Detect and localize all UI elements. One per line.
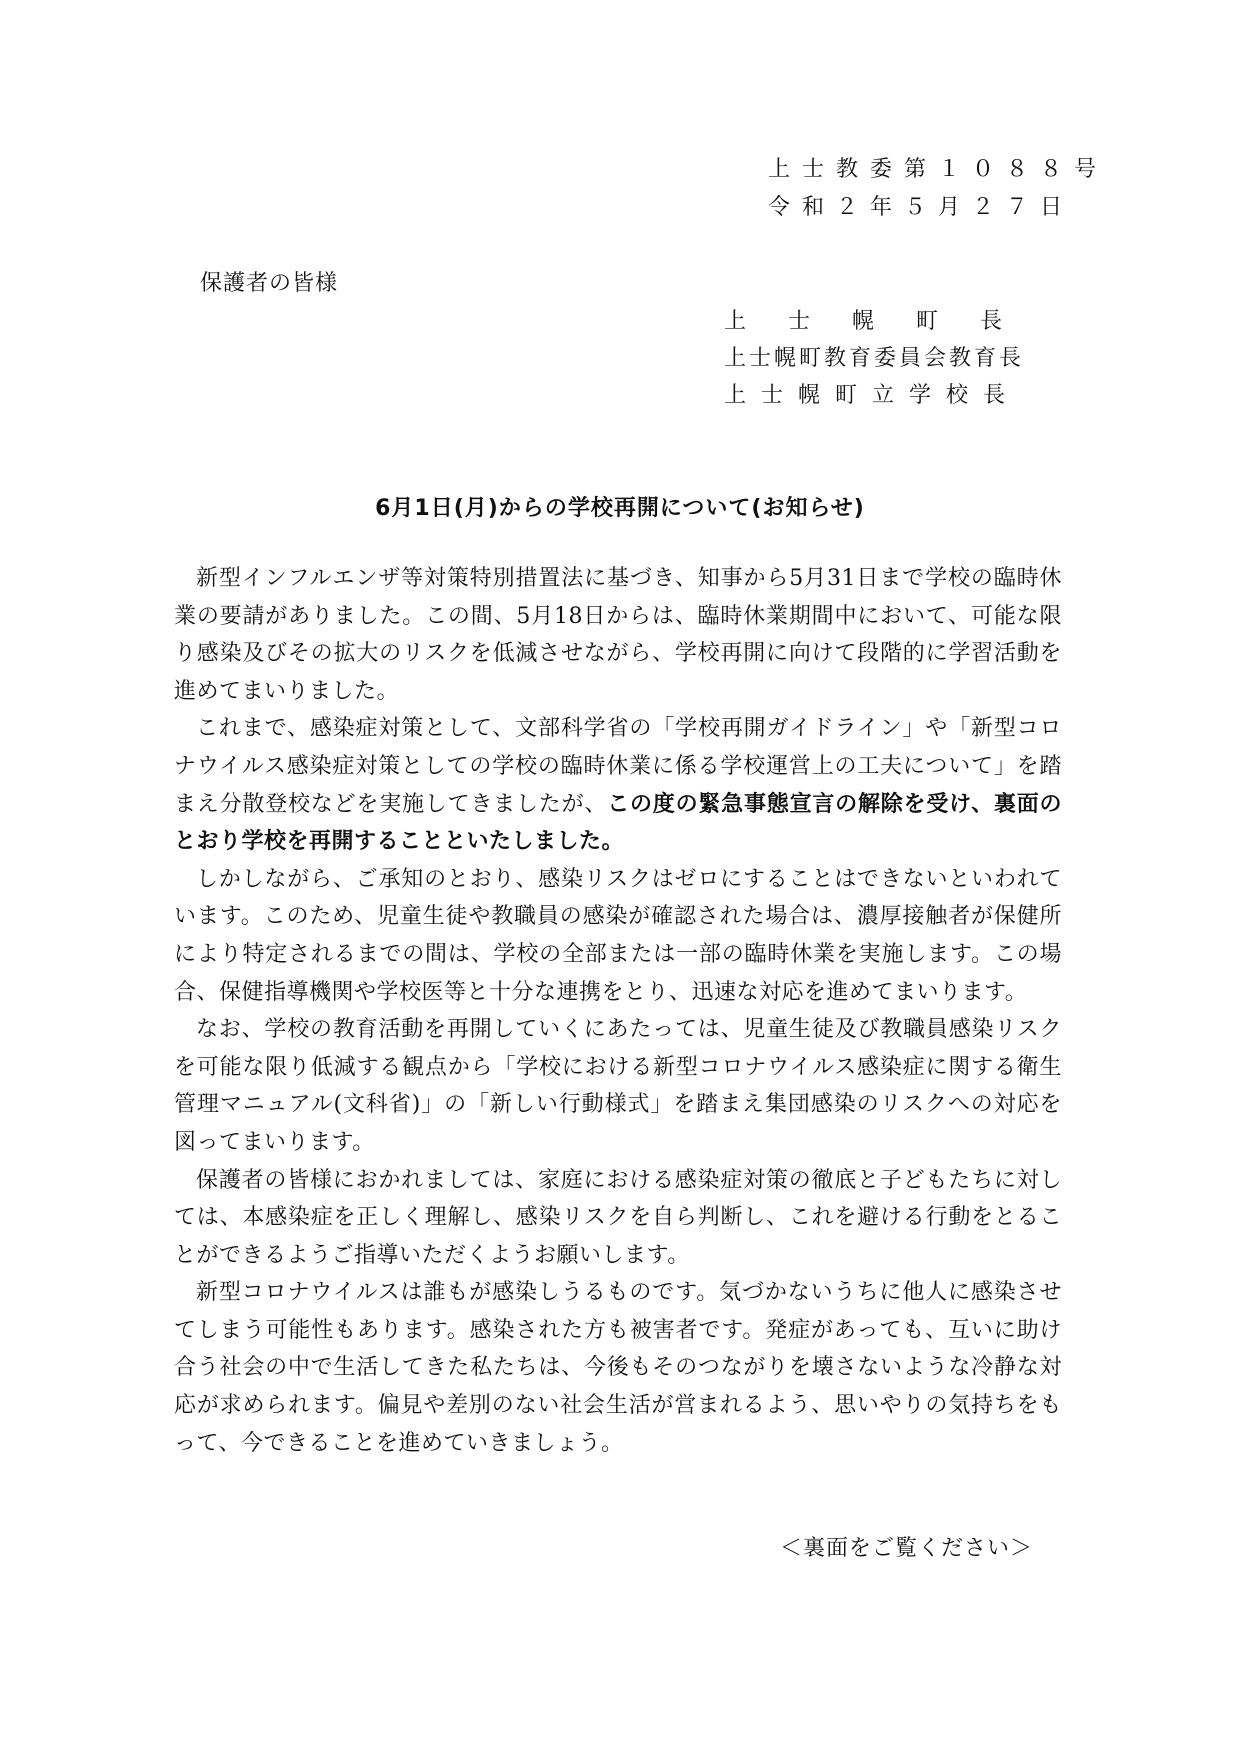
notice-title: 6月1日(月)からの学校再開について(お知らせ) — [375, 496, 865, 521]
notice-body — [174, 560, 1062, 1462]
paragraph-6-text: 新型コロナウイルスは誰もが感染しうるものです。気づかないうちに他人に感染させてしまう可能性もあります。感染された方も被害者です。発症があっても、互いに助け合う社会の中で生活してきた私たちは、今後もそのつながりを壊さないような冷静な対応が求められます。偏見や差別のない社会生活が営まれるよう、思いやりの気持ちをもって、今できることを進めていきましょう。 — [174, 1280, 1062, 1456]
paragraph-6 — [174, 1274, 1062, 1462]
paragraph-5-text: 保護者の皆様におかれましては、家庭における感染症対策の徹底と子どもたちに対しては、本感染症を正しく理解し、感染リスクを自ら判断し、これを避ける行動をとることができるようご指導いただくようお願いします。 — [174, 1167, 1062, 1268]
paragraph-3 — [174, 861, 1062, 1011]
paragraph-5 — [174, 1162, 1062, 1275]
paragraph-1 — [174, 560, 1062, 710]
paragraph-4-text: なお、学校の教育活動を再開していくにあたっては、児童生徒及び教職員感染リスクを可能な限り低減する観点から「学校における新型コロナウイルス感染症に関する衛生管理マニュアル(文科省)」の「新しい行動様式」を踏まえ集団感染のリスクへの対応を図ってまいります。 — [174, 1017, 1062, 1155]
document-number: 上士教委第１０８８号 — [768, 157, 1109, 182]
paragraph-2-emphasis: この度の緊急事態宣言の解除を受け、裏面のとおり学校を再開することといたしました。 — [174, 791, 1062, 855]
sender-mayor: 上士幌町長 — [724, 309, 1045, 334]
addressee: 保護者の皆様 — [200, 271, 339, 296]
see-reverse-note: ＜裏面をご覧ください＞ — [780, 1536, 1034, 1561]
paragraph-2-text: これまで、感染症対策として、文部科学省の「学校再開ガイドライン」や「新型コロナウイルス感染症対策としての学校の臨時休業に係る学校運営上の工夫について」を踏まえ分散登校などを実施してきましたが、 — [174, 716, 1062, 817]
document-date: 令和２年５月２７日 — [768, 195, 1075, 220]
paragraph-4 — [174, 1011, 1062, 1161]
paragraph-2 — [174, 710, 1062, 860]
paragraph-3-text: しかしながら、ご承知のとおり、感染リスクはゼロにすることはできないといわれています。このため、児童生徒や教職員の感染が確認された場合は、濃厚接触者が保健所により特定されるまでの間は、学校の全部または一部の臨時休業を実施します。この場合、保健指導機関や学校医等と十分な連携をとり、迅速な対応を進めてまいります。 — [174, 866, 1062, 1005]
sender-superintendent: 上士幌町教育委員会教育長 — [724, 346, 1025, 371]
paragraph-1-text: 新型インフルエンザ等対策特別措置法に基づき、知事から5月31日まで学校の臨時休業の要請がありました。この間、5月18日からは、臨時休業期間中において、可能な限り感染及びその拡大のリスクを低減させながら、学校再開に向けて段階的に学習活動を進めてまいりました。 — [174, 566, 1062, 704]
sender-principals: 上士幌町立学校長 — [724, 383, 1021, 408]
